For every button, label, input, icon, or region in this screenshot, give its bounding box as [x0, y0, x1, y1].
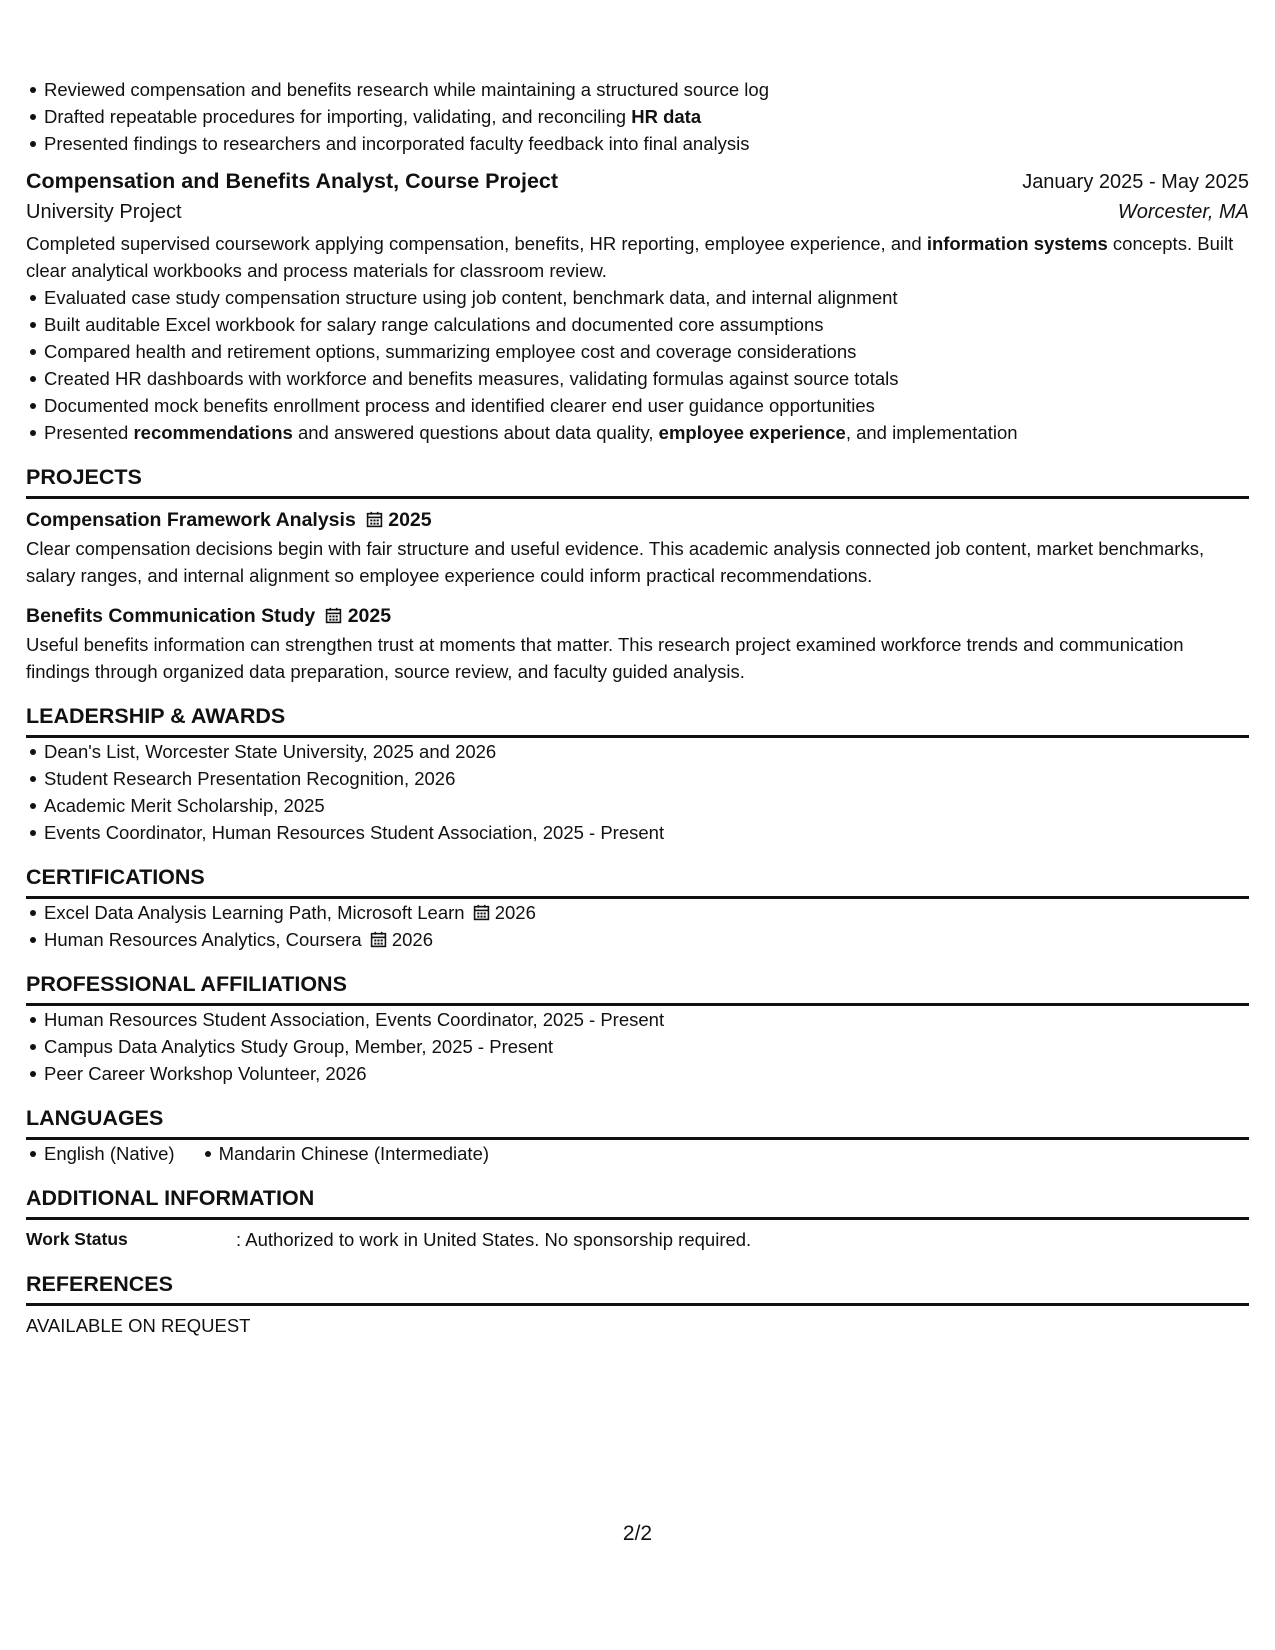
work-status-row — [26, 1226, 1249, 1253]
list-item: Excel Data Analysis Learning Path, Microsoft Learn 2026 — [44, 899, 1249, 926]
section-heading-affiliations: PROFESSIONAL AFFILIATIONS — [26, 969, 1249, 1006]
section-heading-references: REFERENCES — [26, 1269, 1249, 1306]
list-item: Student Research Presentation Recognition, 2026 — [44, 765, 1249, 792]
calendar-icon — [325, 607, 342, 624]
section-heading-leadership: LEADERSHIP & AWARDS — [26, 701, 1249, 738]
project-year: 2025 — [347, 605, 392, 627]
section-heading-projects: PROJECTS — [26, 462, 1249, 499]
list-item: Events Coordinator, Human Resources Student Association, 2025 - Present — [44, 819, 1249, 846]
project-title-row — [26, 505, 1249, 535]
section-heading-certifications: CERTIFICATIONS — [26, 862, 1249, 899]
certifications-list — [26, 899, 1249, 953]
references-text: AVAILABLE ON REQUEST — [26, 1315, 251, 1336]
list-item: Evaluated case study compensation structure using job content, benchmark data, and internal alignment — [44, 284, 1249, 311]
project-description: Clear compensation decisions begin with fair structure and useful evidence. This academic analysis connected job content, market benchmarks, salary ranges, and internal alignment so employee experience could inform practical recommendations. — [26, 538, 1205, 586]
resume-page — [26, 76, 1249, 1339]
job-bullets — [26, 284, 1249, 446]
work-status-label: Work Status — [26, 1229, 128, 1249]
leadership-list — [26, 738, 1249, 846]
list-item: Academic Merit Scholarship, 2025 — [44, 792, 1249, 819]
page-number: 2/2 — [622, 1522, 653, 1545]
affiliations-list — [26, 1006, 1249, 1087]
project-title-row — [26, 601, 1249, 631]
list-item: Human Resources Student Association, Events Coordinator, 2025 - Present — [44, 1006, 1249, 1033]
job-dates: January 2025 - May 2025 — [1022, 171, 1249, 193]
section-heading-languages: LANGUAGES — [26, 1103, 1249, 1140]
list-item: Drafted repeatable procedures for importing, validating, and reconciling HR data — [44, 103, 1249, 130]
list-item: Compared health and retirement options, summarizing employee cost and coverage considerations — [44, 338, 1249, 365]
calendar-icon — [473, 904, 490, 921]
list-item: English (Native) — [44, 1140, 175, 1167]
projects-list — [26, 505, 1249, 685]
job-summary: Completed supervised coursework applying compensation, benefits, HR reporting, employee experience, and information systems concepts. Built clear analytical workbooks and process materials for classroom review. — [26, 233, 1234, 281]
calendar-icon — [370, 931, 387, 948]
work-status-value: : Authorized to work in United States. No sponsorship required. — [236, 1229, 752, 1250]
list-item: Created HR dashboards with workforce and benefits measures, validating formulas against source totals — [44, 365, 1249, 392]
list-item: Dean's List, Worcester State University, 2025 and 2026 — [44, 738, 1249, 765]
list-item: Reviewed compensation and benefits research while maintaining a structured source log — [44, 76, 1249, 103]
languages-list — [26, 1140, 1249, 1167]
list-item: Peer Career Workshop Volunteer, 2026 — [44, 1060, 1249, 1087]
project-year: 2025 — [388, 509, 432, 531]
project-title: Benefits Communication Study — [26, 605, 316, 627]
section-heading-additional: ADDITIONAL INFORMATION — [26, 1183, 1249, 1220]
job-title: Compensation and Benefits Analyst, Course Project — [26, 169, 559, 193]
list-item: Mandarin Chinese (Intermediate) — [219, 1140, 489, 1167]
experience-bullets-top — [26, 76, 1249, 157]
list-item: Documented mock benefits enrollment process and identified clearer end user guidance opportunities — [44, 392, 1249, 419]
list-item: Campus Data Analytics Study Group, Member, 2025 - Present — [44, 1033, 1249, 1060]
list-item: Presented findings to researchers and incorporated faculty feedback into final analysis — [44, 130, 1249, 157]
job-entry — [26, 165, 1249, 446]
list-item: Presented recommendations and answered questions about data quality, employee experience, and implementation — [44, 419, 1249, 446]
job-organization: University Project — [26, 201, 182, 223]
job-location: Worcester, MA — [1117, 201, 1249, 223]
project-description: Useful benefits information can strengthen trust at moments that matter. This research project examined workforce trends and communication findings through organized data preparation, source review, and faculty guided analysis. — [26, 634, 1184, 682]
list-item: Built auditable Excel workbook for salary range calculations and documented core assumptions — [44, 311, 1249, 338]
calendar-icon — [366, 511, 383, 528]
list-item: Human Resources Analytics, Coursera 2026 — [44, 926, 1249, 953]
project-title: Compensation Framework Analysis — [26, 509, 356, 531]
